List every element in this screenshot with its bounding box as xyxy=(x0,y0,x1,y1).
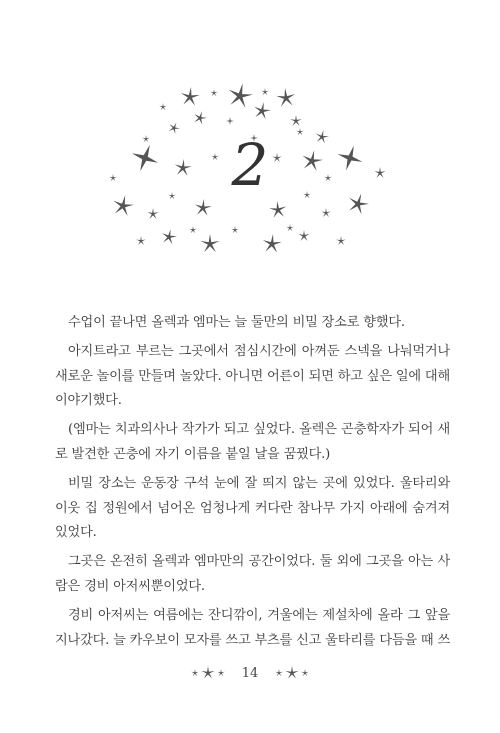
star-icon xyxy=(263,234,282,253)
paragraph: 경비 아저씨는 여름에는 잔디깎이, 겨울에는 제설차에 올라 그 앞을 지나갔다. 늘 카우보이 모자를 쓰고 부츠를 신고 울타리를 다듬을 때 쓰 xyxy=(55,607,451,648)
star-ornament-right-icon xyxy=(272,665,312,681)
star-icon xyxy=(269,201,286,218)
star-icon xyxy=(301,669,309,676)
star-icon xyxy=(200,234,219,252)
star-icon xyxy=(162,229,177,244)
star-icon xyxy=(254,102,271,119)
star-icon xyxy=(286,224,294,231)
star-icon xyxy=(201,666,214,679)
star-icon xyxy=(210,89,218,96)
star-icon xyxy=(261,88,269,95)
star-icon xyxy=(136,236,146,245)
star-icon xyxy=(286,666,299,679)
star-icon xyxy=(226,117,234,125)
star-icon xyxy=(321,208,331,217)
body-text xyxy=(55,311,450,657)
page-number: 14 xyxy=(241,665,259,681)
star-icon xyxy=(191,669,199,676)
paragraph: (엠마는 치과의사나 작가가 되고 싶었다. 올렉은 곤충학자가 되어 새로 발견한 곤충에 자기 이름을 붙일 날을 꿈꿨다.) xyxy=(55,422,450,462)
star-icon xyxy=(231,226,239,233)
paragraph: 수업이 끝나면 올렉과 엠마는 늘 둘만의 비밀 장소로 향했다. xyxy=(68,315,405,330)
star-icon xyxy=(147,208,158,219)
star-icon xyxy=(276,88,295,107)
star-icon xyxy=(169,122,180,133)
star-icon xyxy=(181,87,200,106)
star-icon xyxy=(275,669,283,676)
paragraph: 아지트라고 부르는 그곳에서 점심시간에 아껴둔 스넥을 나눠먹거나 새로운 놀이를 만들며 놀았다. 아니면 어른이 되면 하고 싶은 일에 대해 이야기했다. xyxy=(55,343,451,409)
star-icon xyxy=(296,128,304,135)
star-icon xyxy=(298,230,309,241)
paragraph: 비밀 장소는 운동장 구석 눈에 잘 띄지 않는 곳에 있었다. 울타리와 이웃 집 정원에서 넘어온 엄청나게 커다란 참나무 가지 아래에 숨겨져 있었다. xyxy=(55,475,450,541)
star-icon xyxy=(336,236,346,245)
star-icon xyxy=(194,111,207,124)
star-icon xyxy=(229,83,253,108)
star-icon xyxy=(217,669,225,676)
star-icon xyxy=(290,115,301,126)
star-icon xyxy=(159,103,167,110)
star-icon xyxy=(189,226,197,233)
chapter-number: 2 xyxy=(231,131,269,199)
paragraph: 그곳은 온전히 올렉과 엠마만의 공간이었다. 둘 외에 그곳을 아는 사람은 경비 아저씨뿐이었다. xyxy=(55,554,450,594)
star-icon xyxy=(349,193,369,214)
page-footer xyxy=(0,662,500,684)
star-icon xyxy=(195,199,212,216)
star-ornament-left-icon xyxy=(188,665,228,681)
star-icon xyxy=(113,195,134,216)
